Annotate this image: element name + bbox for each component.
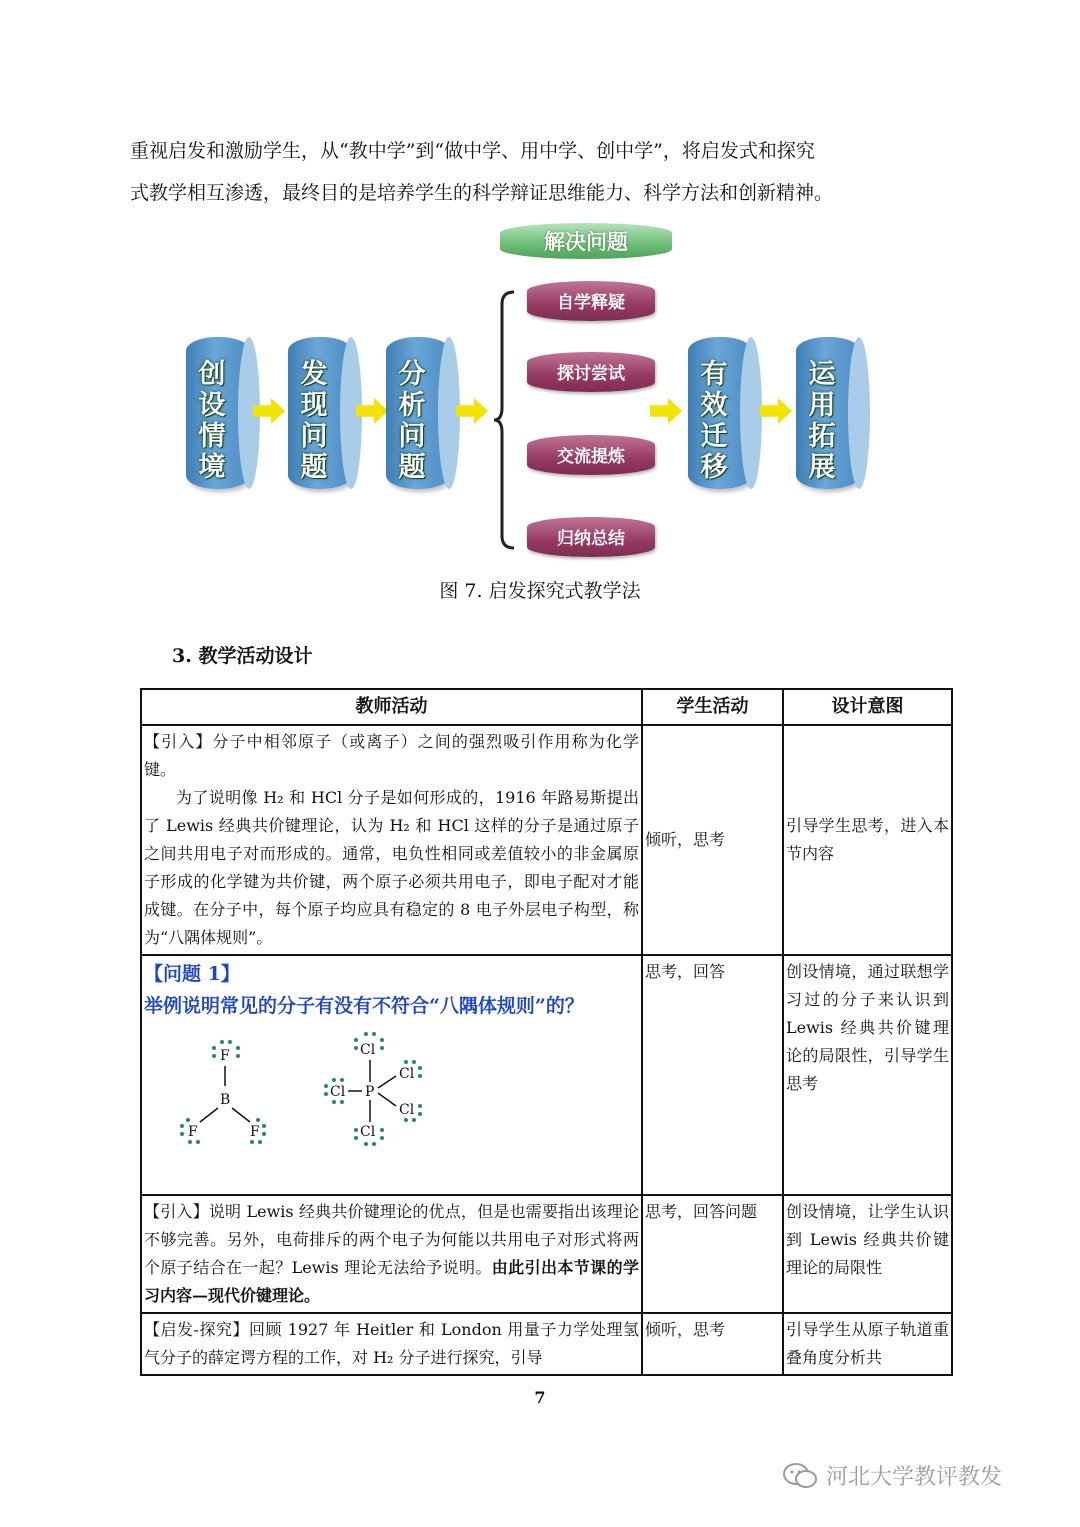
pcl5-center: P [365, 1084, 375, 1100]
intro-paragraph [130, 130, 960, 214]
activity-design-table [140, 688, 953, 1376]
intent-cell: 引导学生从原子轨道重叠角度分析共 [783, 1313, 952, 1375]
branch-item-4: 归纳总结 [527, 517, 655, 557]
page-number: 7 [534, 1388, 546, 1407]
pcl5-ligand-top: Cl [360, 1042, 376, 1058]
row3-bold-text: 由此引出本节课的学习内容—现代价键理论。 [144, 1258, 639, 1305]
stage-cylinder-1 [186, 337, 250, 489]
section-title: 3. 教学活动设计 [172, 645, 313, 667]
table-row [141, 1195, 952, 1313]
branch-item-1: 自学释疑 [527, 281, 655, 321]
student-cell: 倾听，思考 [642, 725, 783, 955]
stage-label-5: 运用拓展 [808, 359, 836, 483]
teacher-cell: 【启发-探究】回顾 1927 年 Heitler 和 London 用量子力学处理氢气分子的薛定谔方程的工作，对 H₂ 分子进行探究，引导 [141, 1313, 642, 1375]
table-row [141, 1313, 952, 1375]
wechat-icon [782, 1462, 818, 1490]
branch-bracket-icon [492, 290, 516, 550]
header-student: 学生活动 [642, 689, 783, 725]
arrow-right-icon [456, 398, 488, 424]
intent-cell: 引导学生思考，进入本节内容 [783, 725, 952, 955]
branch-item-2: 探讨尝试 [527, 352, 655, 392]
stage-cylinder-2 [288, 337, 352, 489]
watermark [782, 1460, 1002, 1491]
bf3-ligand-left: F [188, 1124, 198, 1140]
row3-text: 【引入】说明 Lewis 经典共价键理论的优点，但是也需要指出该理论不够完善。另外，电荷排斥的两个电子为何能以共用电子对形式将两个原子结合在一起？Lewis 理论无法给予说明。 [144, 1202, 639, 1277]
student-cell: 倾听，思考 [642, 1313, 783, 1375]
bf3-center: B [220, 1092, 231, 1108]
row1-para-1: 【引入】分子中相邻原子（或离子）之间的强烈吸引作用称为化学键。 [144, 732, 639, 779]
pcl5-ligand-left: Cl [330, 1084, 346, 1100]
pcl5-ligand-bottom: Cl [360, 1124, 376, 1140]
stage-label-4: 有效迁移 [700, 359, 728, 483]
bf3-ligand-right: F [250, 1124, 260, 1140]
stage-cylinder-3 [386, 337, 450, 489]
table-row [141, 955, 952, 1195]
question-title: 【问题 1】 [144, 963, 240, 985]
header-intent: 设计意图 [783, 689, 952, 725]
pcl5-ligand-upper-right: Cl [399, 1066, 415, 1082]
arrow-right-icon [760, 398, 792, 424]
table-header-row [141, 689, 952, 725]
top-label-solve-problem: 解决问题 [500, 223, 672, 259]
stage-label-3: 分析问题 [398, 359, 426, 483]
stage-label-1: 创设情境 [198, 359, 226, 483]
branch-item-3: 交流提炼 [527, 435, 655, 475]
arrow-right-icon [650, 398, 682, 424]
teacher-cell [141, 1195, 642, 1313]
stage-label-2: 发现问题 [300, 359, 328, 483]
stage-cylinder-4 [688, 337, 752, 489]
stage-cylinder-5 [796, 337, 860, 489]
question-text: 举例说明常见的分子有没有不符合“八隅体规则”的？ [144, 995, 584, 1017]
intent-cell: 创设情境，通过联想学习过的分子来认识到 Lewis 经典共价键理论的局限性，引导学生思考 [783, 955, 952, 1195]
header-teacher: 教师活动 [141, 689, 642, 725]
row1-para-2: 为了说明像 H₂ 和 HCl 分子是如何形成的，1916 年路易斯提出了 Lewis 经典共价键理论，认为 H₂ 和 HCl 这样的分子是通过原子之间共用电子对而形成的。通常，电负性相同或差值较小的非金属原子形成的化学键为共价键，两个原子必须共用电子，即电子配对才能成键。在分子中，每个原子均应具有稳定的 8 电子外层电子构型，称为“八隅体规则”。 [144, 788, 639, 947]
student-cell: 思考，回答问题 [642, 1195, 783, 1313]
lewis-structures [144, 1026, 639, 1156]
student-cell: 思考，回答 [642, 955, 783, 1195]
heuristic-inquiry-diagram [180, 215, 880, 560]
bf3-ligand-top: F [220, 1048, 230, 1064]
pcl5-ligand-lower-right: Cl [399, 1102, 415, 1118]
intro-line-2: 式教学相互渗透，最终目的是培养学生的科学辩证思维能力、科学方法和创新精神。 [130, 182, 834, 204]
figure-caption: 图 7. 启发探究式教学法 [439, 580, 641, 602]
table-row [141, 725, 952, 955]
lewis-structure-diagram [144, 1026, 624, 1156]
teacher-cell [141, 725, 642, 955]
intent-cell: 创设情境，让学生认识到 Lewis 经典共价键理论的局限性 [783, 1195, 952, 1313]
intro-line-1: 重视启发和激励学生，从“教中学”到“做中学、用中学、创中学”，将启发式和探究 [130, 140, 815, 162]
teacher-cell [141, 955, 642, 1195]
watermark-text: 河北大学教评教发 [826, 1465, 1003, 1490]
